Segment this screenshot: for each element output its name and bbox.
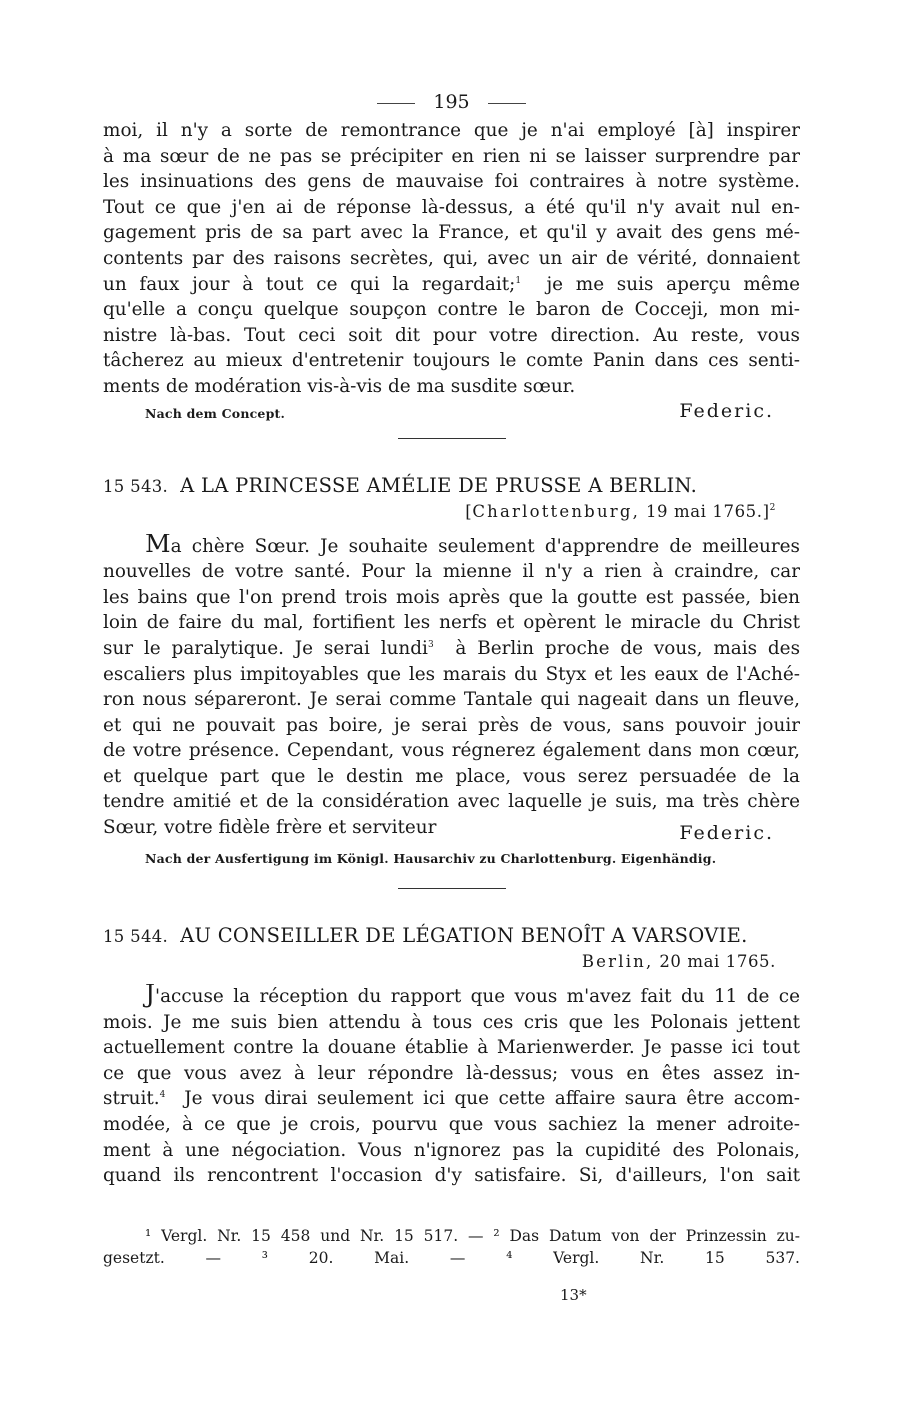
text-line: [103, 534, 800, 560]
text-line: tendre amitié et de la considération avec laquelle je suis, ma très chère: [103, 791, 800, 813]
text-line: contents par des raisons secrètes, qui, avec un air de vérité, donnaient: [103, 247, 800, 269]
initial-letter: M: [145, 533, 171, 558]
footnotes: [103, 1225, 800, 1269]
date-place: Charlottenburg,: [472, 501, 641, 521]
text-segment: je me suis aperçu même: [546, 273, 800, 295]
text-segment: 'accuse la réception du rapport que vous m'avez fait du 11 de ce: [155, 986, 800, 1008]
text-line: actuellement contre la douane établie à Marienwerder. Je passe ici tout: [103, 1037, 800, 1059]
text-line: tâcherez au mieux d'entretenir toujours le comte Panin dans ces senti-: [103, 350, 800, 372]
page: [103, 86, 800, 1269]
text-line: [103, 984, 800, 1010]
text-line: gagement pris de sa part avec la France, et qu'il y avait des gens mé-: [103, 222, 800, 244]
letter-title: A LA PRINCESSE AMÉLIE DE PRUSSE A BERLIN.: [180, 473, 698, 497]
text-line: quand ils rencontrent l'occasion d'y satisfaire. Si, d'ailleurs, l'on sait: [103, 1165, 800, 1187]
footnote-ref: 2: [769, 502, 776, 513]
closing-line: [103, 815, 800, 845]
page-header: [103, 86, 800, 118]
footnote-ref: 4: [159, 1090, 166, 1101]
text-segment: un faux jour à tout ce qui la regardait;: [103, 273, 516, 295]
continuation-text: [103, 118, 800, 400]
letter-heading: [103, 473, 800, 500]
source-note: Nach der Ausfertigung im Königl. Hausarchiv zu Charlottenburg. Eigenhändig.: [145, 851, 717, 867]
footnote-ref: 3: [427, 639, 434, 650]
letter-number: 15 544.: [103, 927, 169, 947]
letter-dateline: [103, 500, 776, 524]
initial-letter: J: [145, 984, 156, 1009]
date: 20 mai 1765.: [659, 952, 776, 972]
header-dash-right: [488, 103, 526, 104]
letter-title: AU CONSEILLER DE LÉGATION BENOÎT A VARSOVIE.: [180, 924, 748, 948]
text-segment: sur le paralytique. Je serai lundi: [103, 637, 428, 659]
text-segment: a chère Sœur. Je souhaite seulement d'apprendre de meilleures: [170, 535, 800, 557]
text-line: moi, il n'y a sorte de remontrance que je n'ai employé [à] inspirer: [103, 120, 800, 141]
text-line: ments de modération vis-à-vis de ma susdite sœur.: [103, 375, 576, 397]
footnote-line: gesetzt. — ³ 20. Mai. — ⁴ Vergl. Nr. 15 537.: [103, 1248, 800, 1267]
section-divider: [398, 888, 506, 889]
text-line: [103, 1086, 800, 1112]
date: 19 mai 1765.: [645, 501, 763, 521]
text-line: Sœur, votre fidèle frère et serviteur: [103, 817, 437, 839]
text-line: Tout ce que j'en ai de réponse là-dessus, a été qu'il n'y avait nul en-: [103, 196, 800, 218]
text-line: [103, 636, 800, 662]
text-segment: Je vous dirai seulement ici que cette affaire saura être accom-: [184, 1088, 800, 1110]
letter-body: [103, 984, 800, 1189]
text-line: ron nous sépareront. Je serai comme Tantale qui nageait dans un fleuve,: [103, 689, 800, 711]
text-line: à ma sœur de ne pas se précipiter en rien ni se laisser surprendre par: [103, 145, 800, 167]
page-number: 195: [433, 91, 470, 113]
footnote-line: ¹ Vergl. Nr. 15 458 und Nr. 15 517. — ² Das Datum von der Prinzessin zu-: [145, 1226, 800, 1245]
text-segment: struit.: [103, 1088, 160, 1110]
text-line: les insinuations des gens de mauvaise foi contraires à notre système.: [103, 171, 800, 193]
date-place: Berlin,: [581, 952, 654, 972]
text-line: [103, 272, 800, 298]
text-line: ment à une négociation. Vous n'ignorez pas la cupidité des Polonais,: [103, 1139, 800, 1161]
letter-number: 15 543.: [103, 476, 169, 496]
letter-body: [103, 533, 800, 845]
section-divider: [398, 438, 506, 439]
source-row: [103, 400, 800, 430]
header-dash-left: [377, 103, 415, 104]
text-line: de votre présence. Cependant, vous régnerez également dans mon cœur,: [103, 740, 800, 762]
text-line: loin de faire du mal, fortifient les nerfs et opèrent le miracle du Christ: [103, 612, 800, 634]
text-line: nistre là-bas. Tout ceci soit dit pour votre direction. Au reste, vous: [103, 324, 800, 346]
text-line: mois. Je me suis bien attendu à tous ces cris que les Polonais jettent: [103, 1011, 800, 1033]
text-line: nouvelles de votre santé. Pour la mienne il n'y a rien à craindre, car: [103, 561, 800, 583]
text-line: les bains que l'on prend trois mois après que la goutte est passée, bien: [103, 586, 800, 608]
text-line: qu'elle a conçu quelque soupçon contre le baron de Cocceji, mon mi-: [103, 299, 800, 321]
date-bracket-close: ]: [762, 501, 770, 521]
signature: Federic.: [679, 399, 774, 422]
text-line: modée, à ce que je crois, pourvu que vous sachiez la mener adroite-: [103, 1114, 800, 1136]
signature: Federic.: [679, 822, 774, 845]
text-line: et quelque part que le destin me place, vous serez persuadée de la: [103, 765, 800, 787]
text-line: escaliers plus impitoyables que les marais du Styx et les eaux de l'Aché-: [103, 663, 800, 685]
text-segment: à Berlin proche de vous, mais des: [455, 637, 800, 659]
date-bracket-open: [: [465, 501, 473, 521]
signature-mark: 13*: [560, 1286, 587, 1304]
letter-dateline: [103, 950, 776, 974]
text-line: et qui ne pouvait pas boire, je serai près de vous, sans pouvoir jouir: [103, 714, 800, 736]
letter-heading: [103, 923, 800, 950]
source-note: Nach dem Concept.: [145, 405, 286, 421]
footnote-ref: 1: [515, 275, 522, 286]
text-line: ce que vous avez à leur répondre là-dessus; vous en êtes assez in-: [103, 1062, 800, 1084]
